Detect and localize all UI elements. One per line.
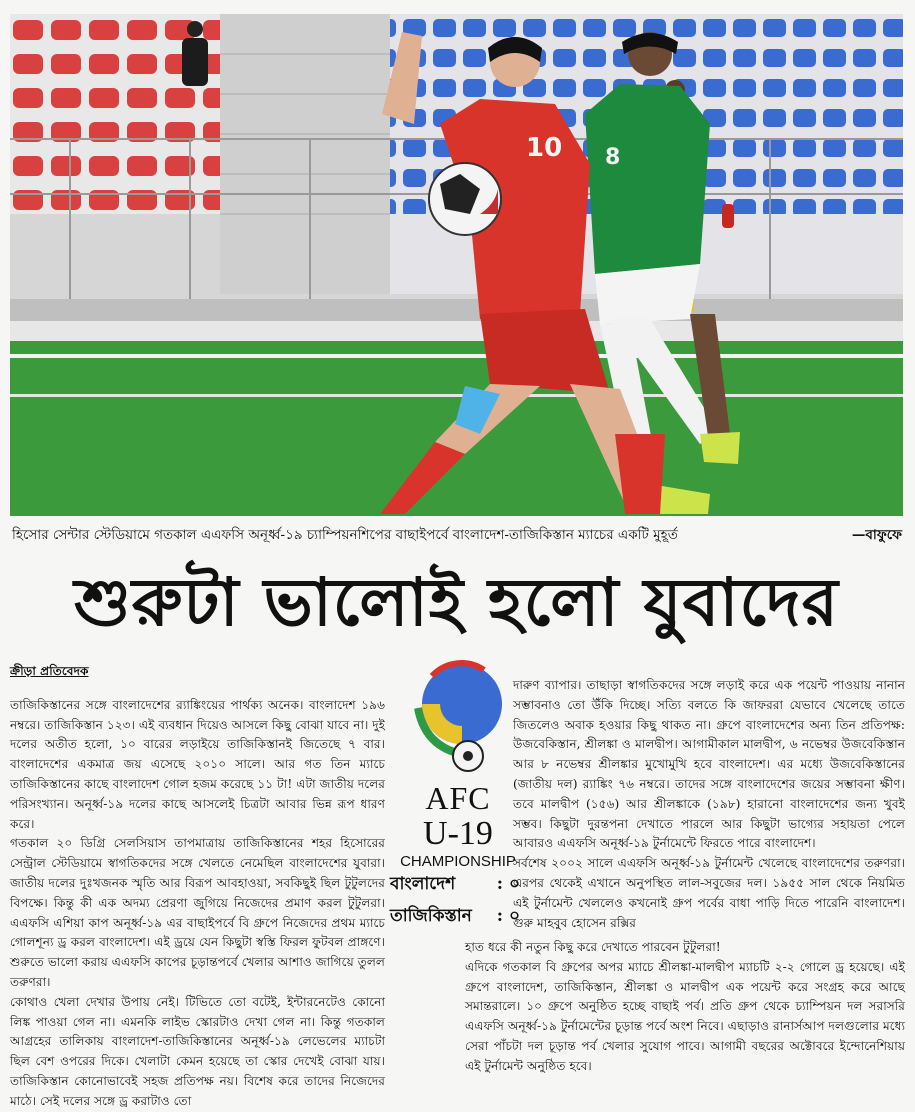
match-photo [10,14,903,516]
team-name: তাজিকিস্তান [390,906,472,926]
logo-u19: U-19 [423,815,493,852]
article-column-3 [465,938,905,1077]
photo-credit: —বাফুফে [851,527,902,543]
score-row [390,900,520,932]
paragraph: দারুণ ব্যাপার। তাছাড়া স্বাগতিকদের সঙ্গে লড়াই করে এক পয়েন্ট পাওয়ায় নানান সম্ভাবনাও তো উঁকি দিচ্ছে। সত্যি বলতে কি জাফররা যেভাবে খেলেছে তাতে জিতলেও অবাক হওয়ার কিছু থাকত না। গ্রুপে বাংলাদেশের অন্য তিন প্রতিপক্ষ: উজবেকিস্তান, শ্রীলঙ্কা ও মালদ্বীপ। আগামীকাল মালদ্বীপ, ৬ নভেম্বর উজবেকিস্তান আর ৮ নভেম্বর শ্রীলঙ্কার মুখোমুখি হবে বাংলাদেশ। এর মধ্যে উজবেকিস্তানের (জাতীয় দল) র‍্যাঙ্কিং ৭৬ নম্বরে। তাদের সঙ্গে বাংলাদেশের জয়ের সম্ভাবনা ক্ষীণ। তবে মালদ্বীপ (১৫৬) আর শ্রীলঙ্কাকে (১৯৮) হারানো বাংলাদেশের জন্য খুবই সম্ভব। কিছুটা দুরন্তপনা দেখাতে পারলে আর কিছুটা ভাগ্যের সহায়তা পেলে আবারও এএফসি অনূর্ধ্ব-১৯ টুর্নামেন্টে ফিরতে পারে বাংলাদেশ। [513,678,905,851]
logo-wordmark [388,780,528,872]
byline: ক্রীড়া প্রতিবেদক [10,664,89,678]
article-column-2 [513,676,905,933]
football-match-illustration [10,14,903,516]
team-name: বাংলাদেশ [390,874,456,894]
logo-afc: AFC [425,780,491,816]
paragraph: হাত ধরে কী নতুন কিছু করে দেখাতে পারবেন টুটুলরা! [465,940,721,954]
team-goals: : ০ [496,874,520,894]
score-row [390,868,520,900]
red-jersey-number: 10 [526,133,563,163]
caption-text: হিসোর সেন্টার স্টেডিয়ামে গতকাল এএফসি অনূর্ধ্ব-১৯ চ্যাম্পিয়নশিপের বাছাইপর্বে বাংলাদেশ-তাজিকিস্তান ম্যাচের একটি মুহূর্ত [12,527,678,543]
article-column-1 [10,662,385,1112]
team-goals: : ০ [496,906,520,926]
paragraph: গতকাল ২০ ডিগ্রি সেলসিয়াস তাপমাত্রায় তাজিকিস্তানের শহর হিসোরের সেন্ট্রাল স্টেডিয়ামে স্বাগতিকদের সঙ্গে খেলতে নেমেছিল বাংলাদেশের যুবারা। জাতীয় দলের দুঃখজনক স্মৃতি আর বিরূপ আবহাওয়া, সবকিছুই ছিল টুটুলদের বিপক্ষে। কিন্তু কী এক অদম্য প্রেরণা জুগিয়ে নিজেদের প্রমাণ করল টুটুলরা। এএফসি এশিয়া কাপ অনূর্ধ্ব-১৯ এর বাছাইপর্বে বি গ্রুপে নিজেদের প্রথম ম্যাচে গোলশূন্য ড্র করল বাংলাদেশ। এই ড্রয়ে যেন কিছুটা স্বস্তি ফিরল ফুটবল প্রাঙ্গণে। শুরুতে ভালো করায় এএফসি কাপের চূড়ান্তপর্বে খেলার আশাও জাগিয়ে তুলল তরুণরা। [10,836,385,989]
scoreboard [390,868,520,932]
paragraph: এদিকে গতকাল বি গ্রুপের অপর ম্যাচে শ্রীলঙ্কা-মালদ্বীপ ম্যাচটি ২-২ গোলে ড্র হয়েছে। এই গ্রুপে বাংলাদেশ, তাজিকিস্তান, শ্রীলঙ্কা ও মালদ্বীপ এক পয়েন্ট করে সংগ্রহ করে আছে সমান্তরালে। ১০ গ্রুপে অনুষ্ঠিত হচ্ছে বাছাই পর্ব। প্রতি গ্রুপ থেকে চ্যাম্পিয়ন দল সরাসরি এএফসি অনূর্ধ্ব-১৯ টুর্নামেন্টের চূড়ান্ত পর্বে অংশ নিবে। এছাড়াও রানার্সআপ দলগুলোর মধ্যে সেরা পাঁচটা দল চূড়ান্ত পর্ব খেলার সুযোগ পাবে। আগামী বছরের অক্টোবরে ইন্দোনেশিয়ায় এই টুর্নামেন্ট অনুষ্ঠিত হবে। [465,959,905,1073]
paragraph: তাজিকিস্তানের সঙ্গে বাংলাদেশের র‍্যাঙ্কিংয়ের পার্থক্য অনেক। বাংলাদেশ ১৯৬ নম্বরে। তাজিকিস্তান ১২৩। এই ব্যবধান দিয়েও আসলে কিছু বোঝা যাবে না। দুই দলের অতীত হলো, ১০ বারের লড়াইয়ে তাজিকিস্তানই জিতেছে ৭ বার। বাংলাদেশের একমাত্র জয় এসেছে ২০১০ সালে। আর গত তিন ম্যাচে তাজিকিস্তানের কাছে বাংলাদেশ গোল হজম করেছে ১১ টা! এটা জাতীয় দলের পরিসংখ্যান। অনূর্ধ্ব-১৯ দলের কাছে আসলেই চিত্রটা আবার ভিন্ন রূপ ধারণ করে। [10,697,385,831]
paragraph: কোথাও খেলা দেখার উপায় নেই। টিভিতে তো বটেই, ইন্টারনেটেও কোনো লিঙ্ক পাওয়া গেল না। এমনকি লাইভ স্কোরটাও দেখা গেল না। কিন্তু গতকাল আগ্রহের তালিকায় বাংলাদেশ-তাজিকিস্তানের অনূর্ধ্ব-১৯ লেভেলের ম্যাচটা ছিল বেশ ওপরের দিকে। খেলাটা কেমন হয়েছে তা স্কোর দেখেই বোঝা যায়। তাজিকিস্তান কোনোভাবেই সহজ প্রতিপক্ষ নয়। বিশেষ করে তাদের নিজেদের মাঠে। সেই দলের সঙ্গে ড্র করাটাও তো [10,994,385,1108]
paragraph: সর্বশেষ ২০০২ সালে এএফসি অনূর্ধ্ব-১৯ টুর্নামেন্ট খেলেছে বাংলাদেশের তরুণরা। এরপর থেকেই এখানে অনুপস্থিত লাল-সবুজের দল। ১৯৫৫ সাল থেকে নিয়মিত এই টুর্নামেন্ট খেললেও কখনোই গ্রুপ পর্বের বাধা পাড়ি দিতে পারেনি বাংলাদেশ। গুরু মাহবুব হোসেন রক্সির [513,856,905,930]
photo-caption [12,522,902,548]
green-jersey-number: 8 [605,145,621,170]
logo-championship: CHAMPIONSHIP [400,853,516,870]
headline: শুরুটা ভালোই হলো যুবাদের [74,563,839,641]
